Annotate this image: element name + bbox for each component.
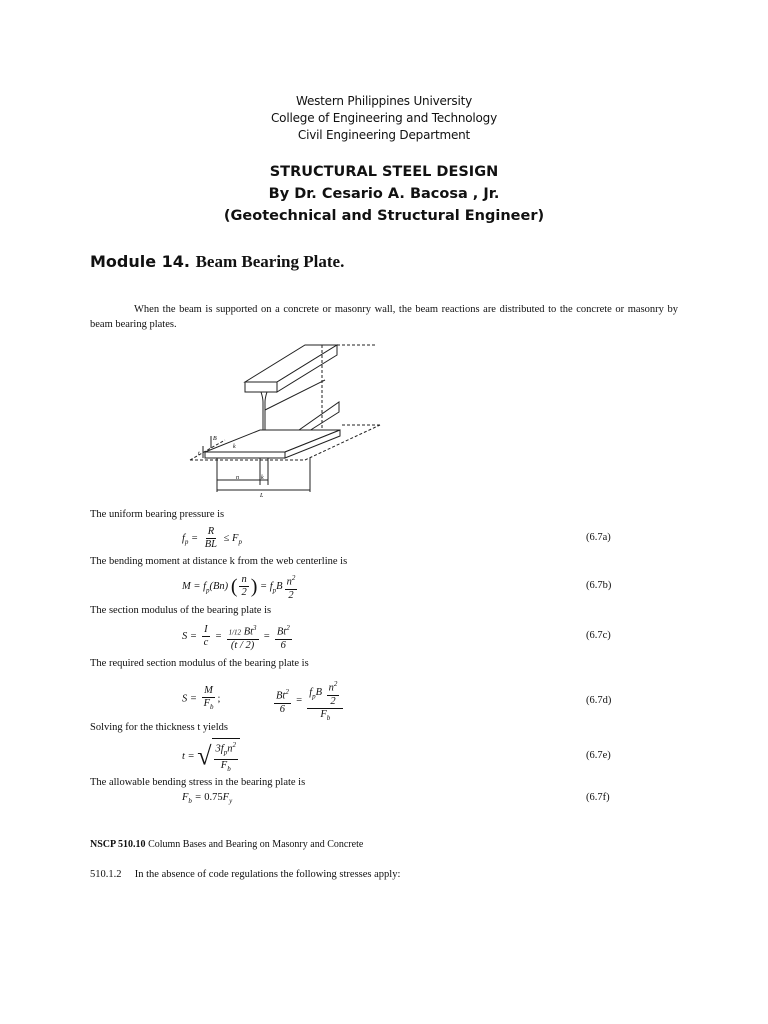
- fig-label-n: n: [236, 475, 239, 481]
- eq-b-number: (6.7b): [586, 580, 612, 591]
- module-title: Beam Bearing Plate: [195, 252, 341, 271]
- eq-a-label: The uniform bearing pressure is: [90, 509, 225, 520]
- author-title: (Geotechnical and Structural Engineer): [223, 208, 545, 224]
- fig-label-t: t: [198, 451, 200, 457]
- fig-label-b: B: [213, 436, 217, 442]
- beam-bearing-plate-figure: [185, 340, 385, 500]
- equation-6-7e: t = √ $\frac{3f_pn^2}{F_b}$: [182, 738, 240, 775]
- fig-label-k2: k: [261, 475, 264, 481]
- equation-6-7f: $F_b = 0.75F_y$: [182, 792, 233, 806]
- nscp-reference: [90, 839, 363, 850]
- department-name: Civil Engineering Department: [297, 128, 471, 142]
- eq-f-label: The allowable bending stress in the bearing plate is: [90, 777, 306, 788]
- eq-d-number: (6.7d): [586, 695, 612, 706]
- eq-d-label: The required section modulus of the bearing plate is: [90, 658, 309, 669]
- fig-label-k: k: [233, 444, 236, 450]
- equation-6-7d: S = $\frac{M}{F_b}$ ;: [182, 685, 221, 712]
- equation-6-7a: $f_p$ = $\frac{R}{BL}$ ≤ $F_p$: [182, 526, 242, 550]
- nscp-code: NSCP 510.10: [90, 839, 146, 850]
- section-510-1-2: [90, 869, 400, 880]
- course-title: STRUCTURAL STEEL DESIGN: [269, 164, 499, 180]
- section-number: 510.1.2: [90, 869, 122, 880]
- equation-6-7b: $M = f_p(Bn)$ ( $\frac{n}{2}$ ) = $f_pB$ $\frac{n^2}{2}$: [182, 574, 296, 601]
- equation-6-7c: S = $\frac{I}{c}$ = $\frac{1/12 Bt^3}{(t / 2)}$ = $\frac{Bt^2}{6}$: [182, 624, 290, 651]
- eq-f-number: (6.7f): [586, 792, 610, 803]
- eq-e-number: (6.7e): [586, 750, 611, 761]
- eq-e-label: Solving for the thickness t yields: [90, 722, 228, 733]
- author-line: By Dr. Cesario A. Bacosa , Jr.: [268, 186, 500, 202]
- module-number: Module 14.: [90, 252, 191, 271]
- college-name: College of Engineering and Technology: [271, 111, 497, 125]
- university-name: Western Philippines University: [295, 94, 473, 108]
- section-text: In the absence of code regulations the following stresses apply:: [134, 869, 401, 880]
- eq-a-number: (6.7a): [586, 532, 611, 543]
- eq-c-label: The section modulus of the bearing plate is: [90, 605, 272, 616]
- eq-c-number: (6.7c): [586, 630, 611, 641]
- fig-label-l: L: [260, 493, 264, 499]
- equation-6-7d-rhs: $\frac{Bt^2}{6}$ = $f_pB$ $\frac{n^2}{2}$ $F_b$: [272, 678, 345, 724]
- nscp-title: Column Bases and Bearing on Masonry and Concrete: [148, 839, 364, 850]
- eq-b-label: The bending moment at distance k from the web centerline is: [90, 556, 348, 567]
- module-heading: Module 14. Beam Bearing Plate.: [90, 252, 345, 271]
- intro-paragraph: When the beam is supported on a concrete or masonry wall, the beam reactions are distributed to the concrete or masonry by beam bearing plates.: [90, 304, 678, 330]
